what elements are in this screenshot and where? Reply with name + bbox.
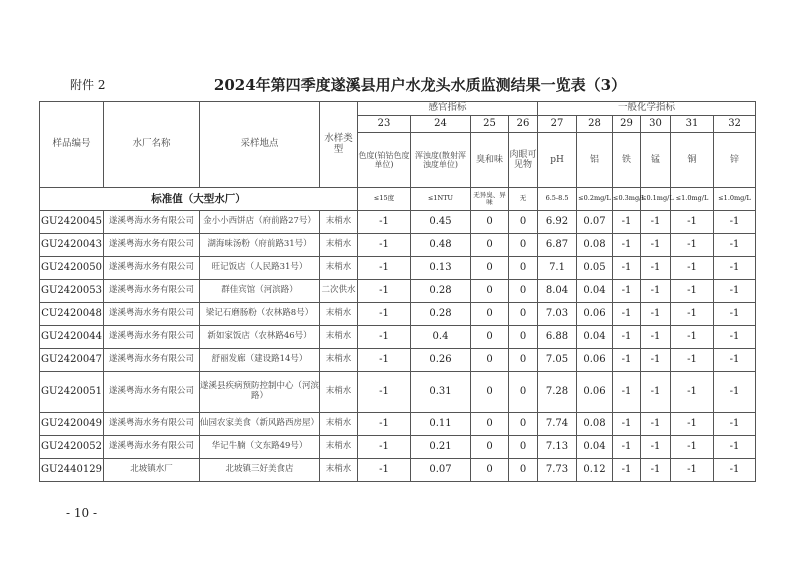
- table-row: [40, 436, 756, 459]
- indicator-name: 锰: [641, 133, 671, 188]
- cell-value: -1: [671, 257, 714, 280]
- cell-value: 0.48: [411, 234, 471, 257]
- cell-value: 0.04: [577, 280, 613, 303]
- cell-location: 舒丽发廊（建设路14号）: [200, 349, 320, 372]
- cell-value: 6.88: [538, 326, 577, 349]
- cell-location: 北坡镇三好美食店: [200, 459, 320, 482]
- col-sample-id: 样品编号: [40, 102, 104, 188]
- cell-water-type: 末梢水: [320, 326, 358, 349]
- cell-value: -1: [714, 413, 756, 436]
- cell-location: 金小小西饼店（府前路27号）: [200, 211, 320, 234]
- cell-value: -1: [641, 413, 671, 436]
- table-row: [40, 413, 756, 436]
- cell-value: -1: [613, 326, 641, 349]
- indicator-number: 32: [714, 116, 756, 133]
- cell-value: 0.06: [577, 349, 613, 372]
- cell-value: -1: [641, 234, 671, 257]
- cell-water-type: 末梢水: [320, 211, 358, 234]
- cell-value: -1: [671, 211, 714, 234]
- cell-value: -1: [358, 326, 411, 349]
- cell-plant: 遂溪粤海水务有限公司: [104, 211, 200, 234]
- cell-location: 梁记石磨肠粉（农林路8号）: [200, 303, 320, 326]
- cell-value: -1: [641, 436, 671, 459]
- cell-value: -1: [714, 349, 756, 372]
- cell-value: -1: [714, 234, 756, 257]
- cell-value: 7.13: [538, 436, 577, 459]
- cell-value: 0: [509, 349, 538, 372]
- cell-value: -1: [714, 280, 756, 303]
- table-row: [40, 459, 756, 482]
- indicator-name: 浑浊度(散射浑浊度单位): [411, 133, 471, 188]
- cell-value: -1: [641, 372, 671, 413]
- cell-location: 华记牛腩（文东路49号）: [200, 436, 320, 459]
- cell-value: 0: [471, 211, 509, 234]
- cell-water-type: 末梢水: [320, 413, 358, 436]
- cell-value: 7.74: [538, 413, 577, 436]
- cell-sample-id: CU2420048: [40, 303, 104, 326]
- group-sensory: 感官指标: [358, 102, 538, 116]
- col-location: 采样地点: [200, 102, 320, 188]
- indicator-name: 色度(铂钴色度单位): [358, 133, 411, 188]
- cell-water-type: 二次供水: [320, 280, 358, 303]
- group-chemical: 一般化学指标: [538, 102, 756, 116]
- cell-value: 0.13: [411, 257, 471, 280]
- table-row: [40, 234, 756, 257]
- cell-sample-id: GU2440129: [40, 459, 104, 482]
- cell-value: 0: [509, 234, 538, 257]
- cell-sample-id: GU2420051: [40, 372, 104, 413]
- cell-value: 0.45: [411, 211, 471, 234]
- standard-value: ≤0.3mg/L: [613, 188, 641, 211]
- standard-value: ≤1NTU: [411, 188, 471, 211]
- cell-value: -1: [641, 459, 671, 482]
- cell-plant: 遂溪粤海水务有限公司: [104, 303, 200, 326]
- standard-value: 6.5-8.5: [538, 188, 577, 211]
- standard-value: ≤15度: [358, 188, 411, 211]
- cell-value: 0.08: [577, 413, 613, 436]
- cell-value: -1: [671, 436, 714, 459]
- cell-value: -1: [671, 326, 714, 349]
- cell-location: 湖海味汤粉（府前路31号）: [200, 234, 320, 257]
- indicator-number: 26: [509, 116, 538, 133]
- standard-row: [40, 188, 756, 211]
- cell-sample-id: GU2420049: [40, 413, 104, 436]
- page-title: 2024年第四季度遂溪县用户水龙头水质监测结果一览表（3）: [213, 76, 627, 94]
- cell-sample-id: GU2420052: [40, 436, 104, 459]
- col-water-type: 水样类型: [320, 102, 358, 188]
- standard-value: ≤0.2mg/L: [577, 188, 613, 211]
- cell-value: -1: [641, 326, 671, 349]
- cell-value: 0: [471, 257, 509, 280]
- cell-value: -1: [641, 303, 671, 326]
- cell-value: 0.06: [577, 372, 613, 413]
- cell-value: 7.73: [538, 459, 577, 482]
- cell-value: 0.11: [411, 413, 471, 436]
- indicator-name: pH: [538, 133, 577, 188]
- cell-value: -1: [613, 459, 641, 482]
- cell-value: 0.28: [411, 303, 471, 326]
- cell-value: -1: [613, 436, 641, 459]
- indicator-name: 铁: [613, 133, 641, 188]
- indicator-name: 铜: [671, 133, 714, 188]
- table-row: [40, 349, 756, 372]
- cell-value: -1: [714, 303, 756, 326]
- cell-value: -1: [641, 349, 671, 372]
- cell-value: -1: [358, 257, 411, 280]
- cell-value: -1: [641, 257, 671, 280]
- cell-value: 0: [471, 349, 509, 372]
- cell-value: 0.06: [577, 303, 613, 326]
- standard-value: 无: [509, 188, 538, 211]
- table-row: [40, 280, 756, 303]
- cell-value: -1: [714, 211, 756, 234]
- cell-location: 仙园农家美食（新风路西房屋）: [200, 413, 320, 436]
- indicator-number: 31: [671, 116, 714, 133]
- cell-value: -1: [671, 303, 714, 326]
- cell-value: -1: [714, 326, 756, 349]
- cell-value: -1: [671, 349, 714, 372]
- cell-value: 0.28: [411, 280, 471, 303]
- cell-value: -1: [714, 459, 756, 482]
- cell-sample-id: GU2420050: [40, 257, 104, 280]
- cell-value: -1: [613, 211, 641, 234]
- cell-value: 0: [471, 303, 509, 326]
- cell-value: 6.92: [538, 211, 577, 234]
- cell-value: -1: [358, 436, 411, 459]
- cell-value: -1: [671, 459, 714, 482]
- cell-location: 群佳宾馆（河滨路）: [200, 280, 320, 303]
- cell-value: 7.05: [538, 349, 577, 372]
- cell-value: -1: [358, 211, 411, 234]
- indicator-name: 铝: [577, 133, 613, 188]
- standard-value: ≤0.1mg/L: [641, 188, 671, 211]
- table-body: [40, 211, 756, 482]
- cell-value: 0.4: [411, 326, 471, 349]
- cell-plant: 遂溪粤海水务有限公司: [104, 372, 200, 413]
- indicator-name: 肉眼可见物: [509, 133, 538, 188]
- cell-plant: 遂溪粤海水务有限公司: [104, 234, 200, 257]
- cell-value: -1: [671, 372, 714, 413]
- indicator-number: 28: [577, 116, 613, 133]
- attachment-label: 附件 2: [70, 78, 106, 92]
- cell-sample-id: GU2420043: [40, 234, 104, 257]
- indicator-name: 锌: [714, 133, 756, 188]
- cell-value: 0: [509, 303, 538, 326]
- standard-value: 无异臭、异味: [471, 188, 509, 211]
- cell-value: 0: [509, 372, 538, 413]
- cell-sample-id: GU2420053: [40, 280, 104, 303]
- cell-value: 0.26: [411, 349, 471, 372]
- cell-water-type: 末梢水: [320, 459, 358, 482]
- cell-plant: 遂溪粤海水务有限公司: [104, 280, 200, 303]
- cell-value: 7.1: [538, 257, 577, 280]
- cell-location: 旺记饭店（人民路31号）: [200, 257, 320, 280]
- cell-value: 0: [471, 413, 509, 436]
- cell-value: 0: [509, 211, 538, 234]
- cell-value: -1: [714, 372, 756, 413]
- cell-value: -1: [358, 459, 411, 482]
- cell-value: -1: [358, 413, 411, 436]
- cell-value: 0.04: [577, 436, 613, 459]
- cell-value: 6.87: [538, 234, 577, 257]
- cell-value: -1: [671, 234, 714, 257]
- cell-plant: 遂溪粤海水务有限公司: [104, 257, 200, 280]
- cell-value: 0: [471, 459, 509, 482]
- indicator-number: 23: [358, 116, 411, 133]
- cell-plant: 遂溪粤海水务有限公司: [104, 413, 200, 436]
- cell-water-type: 末梢水: [320, 436, 358, 459]
- cell-plant: 北坡镇水厂: [104, 459, 200, 482]
- cell-value: -1: [613, 349, 641, 372]
- indicator-name: 臭和味: [471, 133, 509, 188]
- cell-sample-id: GU2420045: [40, 211, 104, 234]
- cell-value: 0.08: [577, 234, 613, 257]
- col-plant: 水厂名称: [104, 102, 200, 188]
- cell-value: 0: [471, 234, 509, 257]
- standard-label: 标准值（大型水厂）: [40, 188, 358, 211]
- cell-value: -1: [358, 280, 411, 303]
- table-head: [40, 102, 756, 211]
- cell-value: 0.21: [411, 436, 471, 459]
- cell-value: 0: [509, 459, 538, 482]
- indicator-number: 29: [613, 116, 641, 133]
- table-row: [40, 372, 756, 413]
- cell-value: 0: [509, 436, 538, 459]
- cell-value: -1: [358, 303, 411, 326]
- cell-value: -1: [671, 413, 714, 436]
- cell-value: 0: [471, 436, 509, 459]
- cell-value: 0.07: [577, 211, 613, 234]
- cell-value: -1: [641, 211, 671, 234]
- indicator-number: 27: [538, 116, 577, 133]
- cell-value: 0.07: [411, 459, 471, 482]
- cell-value: 0.31: [411, 372, 471, 413]
- cell-value: -1: [714, 257, 756, 280]
- cell-water-type: 末梢水: [320, 349, 358, 372]
- cell-value: 0: [471, 326, 509, 349]
- table-row: [40, 257, 756, 280]
- cell-value: 0: [509, 326, 538, 349]
- cell-value: -1: [613, 257, 641, 280]
- cell-plant: 遂溪粤海水务有限公司: [104, 436, 200, 459]
- water-quality-table: [39, 101, 756, 482]
- cell-value: -1: [358, 372, 411, 413]
- cell-value: 0: [509, 257, 538, 280]
- standard-value: ≤1.0mg/L: [671, 188, 714, 211]
- cell-sample-id: GU2420047: [40, 349, 104, 372]
- cell-plant: 遂溪粤海水务有限公司: [104, 326, 200, 349]
- cell-value: 7.28: [538, 372, 577, 413]
- cell-value: -1: [358, 349, 411, 372]
- cell-value: 0.04: [577, 326, 613, 349]
- indicator-number: 25: [471, 116, 509, 133]
- cell-water-type: 末梢水: [320, 303, 358, 326]
- cell-value: 0: [471, 280, 509, 303]
- cell-value: 8.04: [538, 280, 577, 303]
- cell-value: -1: [613, 303, 641, 326]
- cell-value: -1: [613, 413, 641, 436]
- cell-value: -1: [358, 234, 411, 257]
- page-number: - 10 -: [66, 506, 98, 520]
- cell-value: 7.03: [538, 303, 577, 326]
- table-row: [40, 303, 756, 326]
- cell-value: -1: [671, 280, 714, 303]
- standard-value: ≤1.0mg/L: [714, 188, 756, 211]
- cell-value: 0: [471, 372, 509, 413]
- cell-value: 0.05: [577, 257, 613, 280]
- cell-water-type: 末梢水: [320, 257, 358, 280]
- indicator-number: 30: [641, 116, 671, 133]
- cell-value: -1: [613, 280, 641, 303]
- cell-location: 遂溪县疾病预防控制中心（河滨路）: [200, 372, 320, 413]
- cell-value: -1: [613, 372, 641, 413]
- cell-value: -1: [641, 280, 671, 303]
- cell-water-type: 末梢水: [320, 372, 358, 413]
- cell-location: 新如家饭店（农林路46号）: [200, 326, 320, 349]
- cell-value: -1: [613, 234, 641, 257]
- cell-value: 0.12: [577, 459, 613, 482]
- cell-value: -1: [714, 436, 756, 459]
- cell-value: 0: [509, 280, 538, 303]
- table-row: [40, 326, 756, 349]
- table-row: [40, 211, 756, 234]
- cell-sample-id: GU2420044: [40, 326, 104, 349]
- cell-water-type: 末梢水: [320, 234, 358, 257]
- cell-plant: 遂溪粤海水务有限公司: [104, 349, 200, 372]
- cell-value: 0: [509, 413, 538, 436]
- indicator-number: 24: [411, 116, 471, 133]
